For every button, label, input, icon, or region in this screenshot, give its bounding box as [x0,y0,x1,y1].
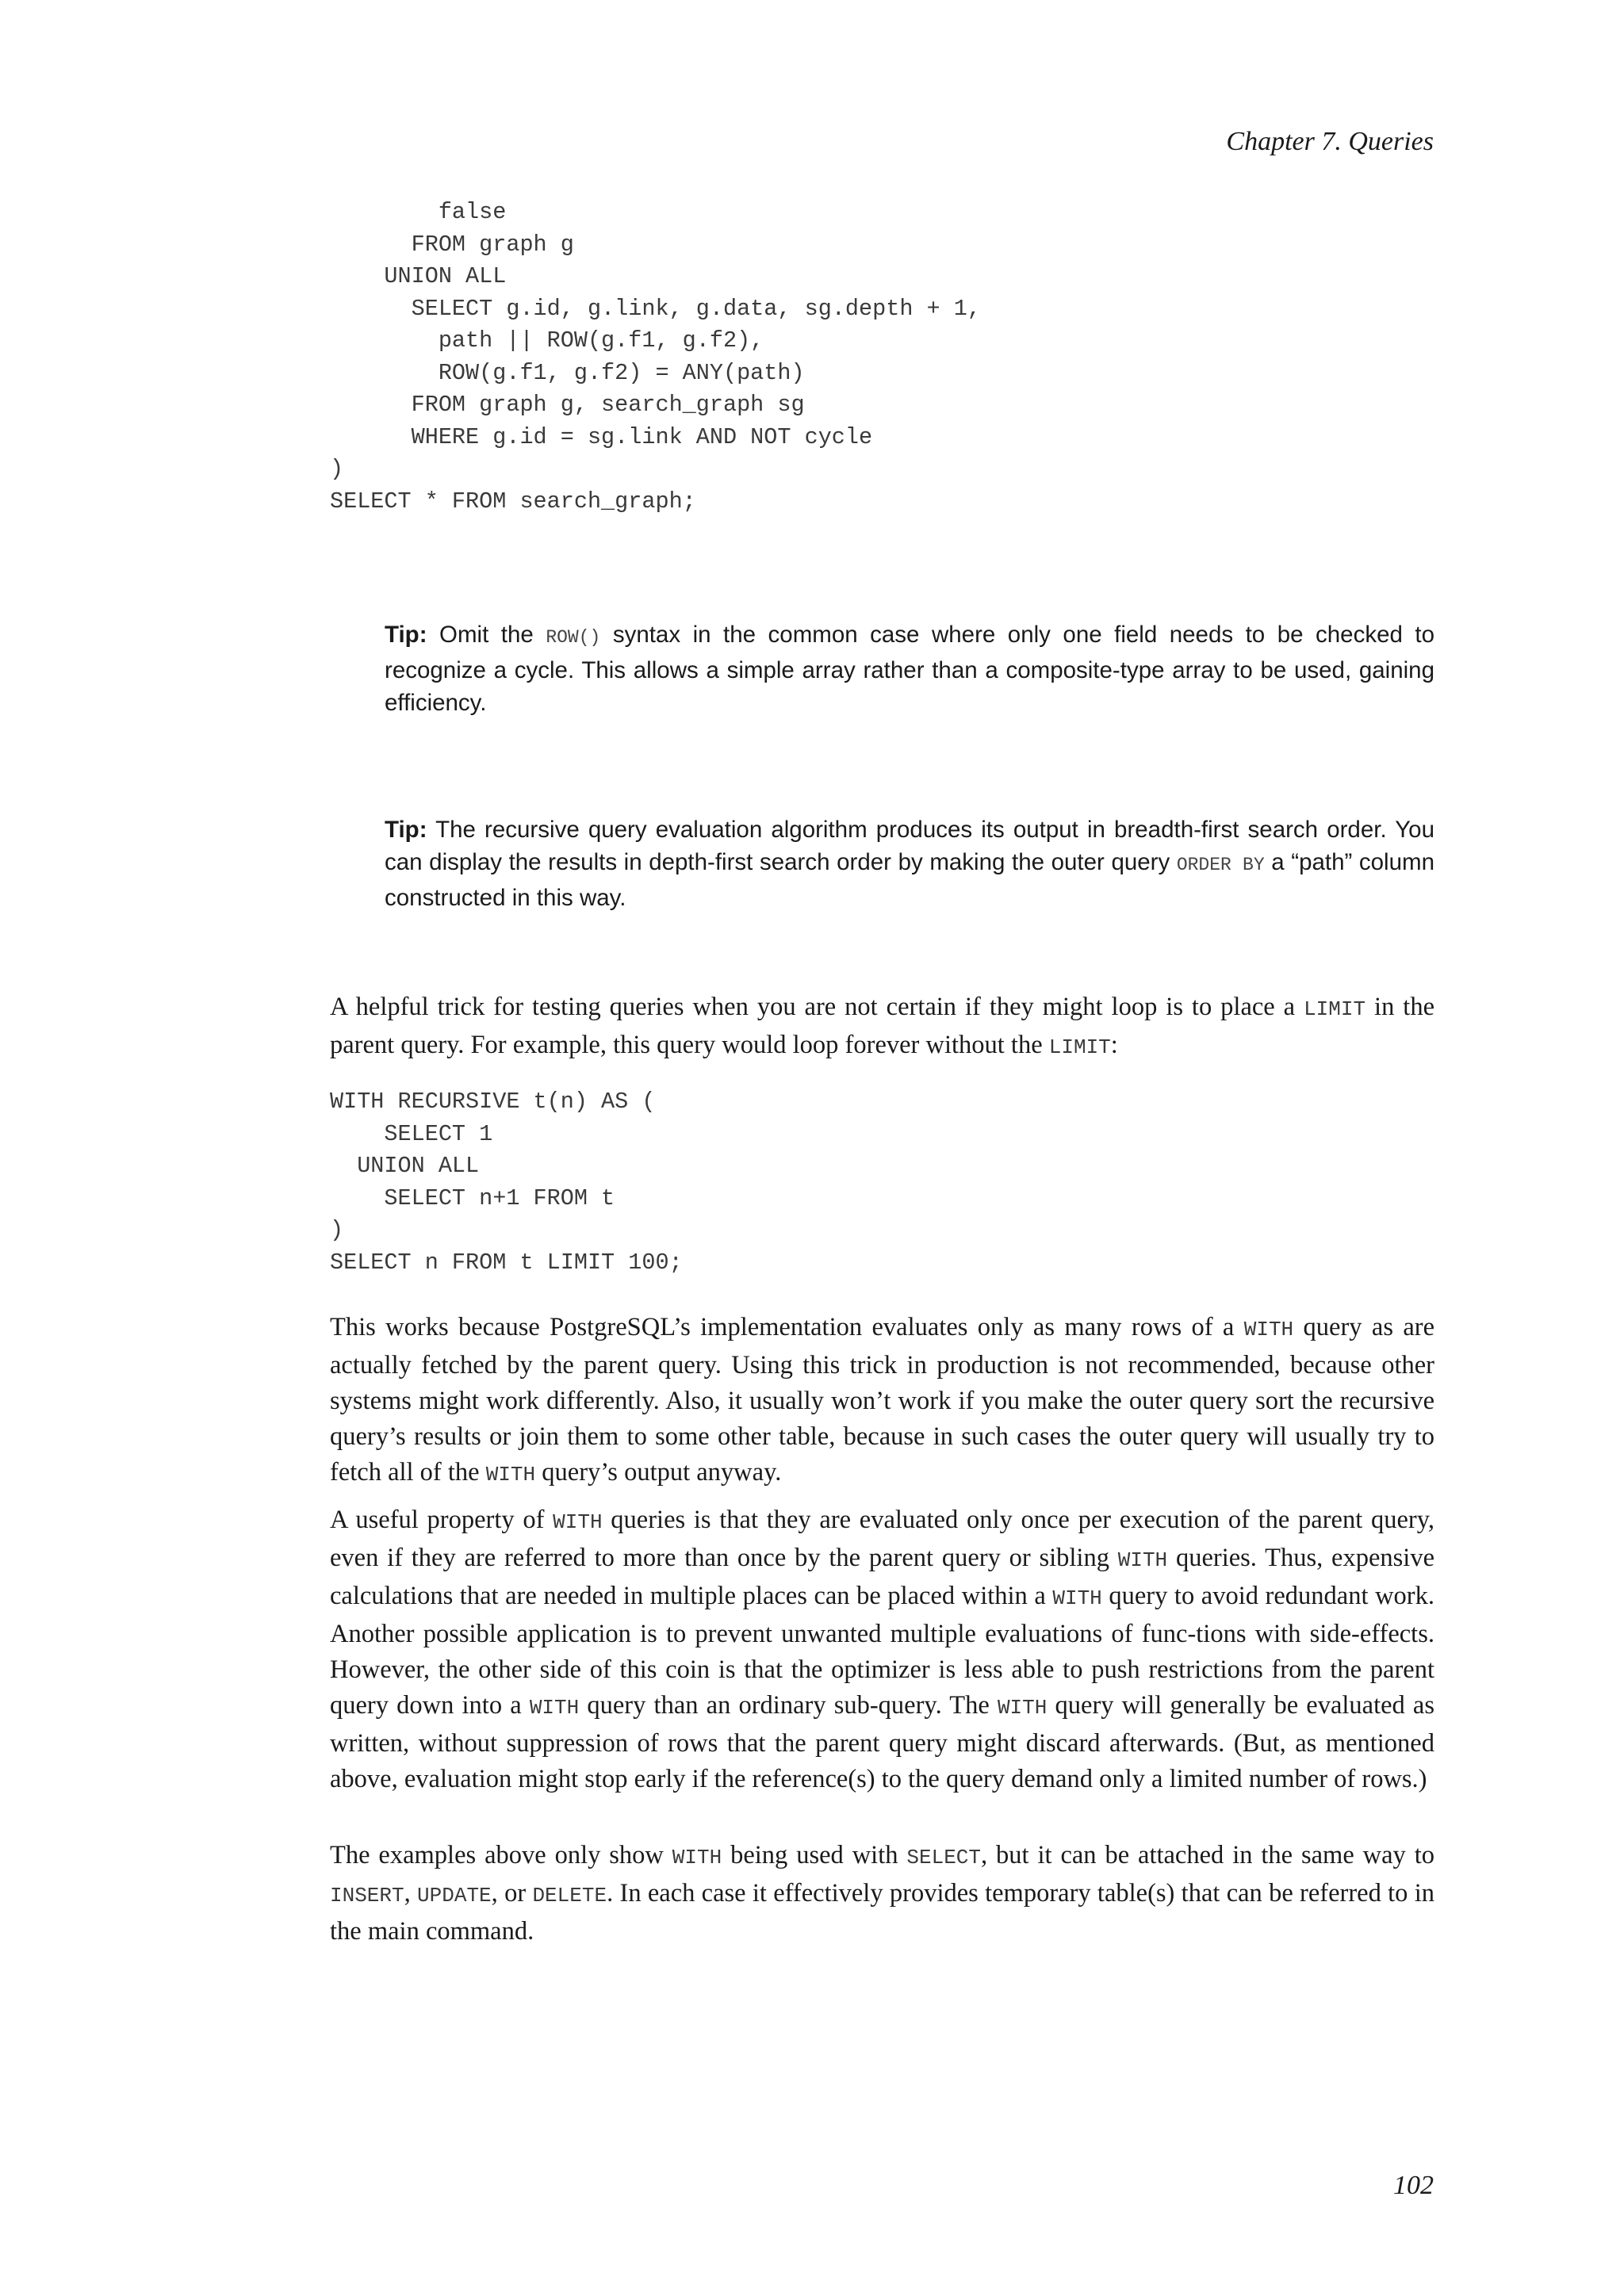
inline-code: LIMIT [1304,997,1366,1021]
code-line: WITH RECURSIVE t(n) AS ( [330,1089,656,1115]
tip-depth-first-order [385,813,1434,914]
tip-text: a “path” column constructed in this way. [385,849,1435,911]
code-line: SELECT * FROM search_graph; [330,488,696,515]
page-number: 102 [1393,2171,1434,2200]
code-line: WHERE g.id = sg.link AND NOT cycle [330,423,873,450]
code-line: UNION ALL [330,1153,480,1179]
paragraph-why-it-works [330,1310,1434,1493]
code-line: ROW(g.f1, g.f2) = ANY(path) [330,359,805,386]
code-block-limit-example [330,1086,683,1279]
inline-code: WITH [672,1846,722,1869]
text: queries is that they are evaluated only once per execution of the parent query, even if they are referred to more than once by the parent query or sibling [330,1506,1434,1572]
code-line: false [330,199,507,225]
text: query as are actually fetched by the parent query. Using this trick in production is not recommended, because other systems might work differently. Also, it usually won’t work if you make the outer query sort the recursive query’s results or join them to some other table, because in such cases the outer query will usually try to fetch all of the [330,1313,1435,1487]
tip-text: syntax in the common case where only one field needs to be checked to recognize a cycle. This allows a simple array rather than a composite-type array to be used, gaining efficiency. [385,622,1434,716]
text: queries. Thus, expensive calculations that are needed in multiple places can be placed within a [330,1544,1434,1610]
inline-code: WITH [1243,1318,1294,1341]
paragraph-with-other-commands [330,1838,1434,1950]
inline-code: WITH [1052,1586,1102,1610]
text: query to avoid redundant work. Another possible application is to prevent unwanted multiple evaluations of func-tions with side-effects. However, the other side of this coin is that the optimizer is less able to push restrictions from the parent query down into a [330,1582,1434,1720]
inline-code: WITH [553,1510,603,1534]
text: The examples above only show [330,1841,672,1869]
text: : [1110,1031,1118,1059]
text: query will generally be evaluated as written, without suppression of rows that the parent query might discard afterwards. (But, as mentioned above, evaluation might stop early if the reference(s) to the query demand only a limited number of rows.) [330,1691,1435,1793]
code-line: SELECT n FROM t LIMIT 100; [330,1249,683,1276]
text: query’s output anyway. [535,1458,782,1487]
code-line: path || ROW(g.f1, g.f2), [330,327,764,354]
text: being used with [722,1841,907,1869]
tip-text: Omit the [427,622,546,648]
text: A helpful trick for testing queries when you are not certain if they might loop is to place a [330,993,1304,1021]
inline-code: WITH [1117,1548,1168,1572]
text: , but it can be attached in the same way to [981,1841,1434,1869]
text: This works because PostgreSQL’s implementation evaluates only as many rows of a [330,1313,1244,1341]
text: , or [491,1879,533,1908]
code-block-recursive-search [330,197,981,518]
inline-code: INSERT [330,1884,404,1908]
inline-code: ROW() [546,627,601,648]
code-line: ) [330,456,344,482]
inline-code: LIMIT [1048,1035,1111,1059]
inline-code: WITH [485,1463,536,1487]
tip-row-syntax [385,618,1434,719]
text: in the parent query. For example, this query would loop forever without the [330,993,1434,1059]
code-line: ) [330,1217,344,1243]
text: query than an ordinary sub-query. The [579,1691,998,1720]
inline-code: WITH [997,1696,1048,1720]
tip-label: Tip: [385,817,427,843]
inline-code: ORDER BY [1176,855,1265,875]
inline-code: WITH [529,1696,580,1720]
code-line: UNION ALL [330,263,507,289]
inline-code: DELETE [532,1884,607,1908]
code-line: SELECT g.id, g.link, g.data, sg.depth + 1, [330,295,981,322]
code-line: SELECT 1 [330,1120,493,1147]
inline-code: SELECT [906,1846,982,1869]
inline-code: UPDATE [417,1884,492,1908]
paragraph-evaluated-once [330,1502,1434,1797]
running-header: Chapter 7. Queries [1226,127,1434,156]
code-line: SELECT n+1 FROM t [330,1184,615,1211]
text: , [404,1879,418,1908]
code-line: FROM graph g, search_graph sg [330,392,805,418]
text: . In each case it effectively provides temporary table(s) that can be referred to in the main command. [330,1879,1435,1946]
tip-label: Tip: [385,622,427,648]
paragraph-limit-trick [330,989,1434,1066]
tip-text: The recursive query evaluation algorithm produces its output in breadth-first search order. You can display the results in depth-first search order by making the outer query [385,817,1434,875]
code-line: FROM graph g [330,231,574,258]
text: A useful property of [330,1506,553,1534]
